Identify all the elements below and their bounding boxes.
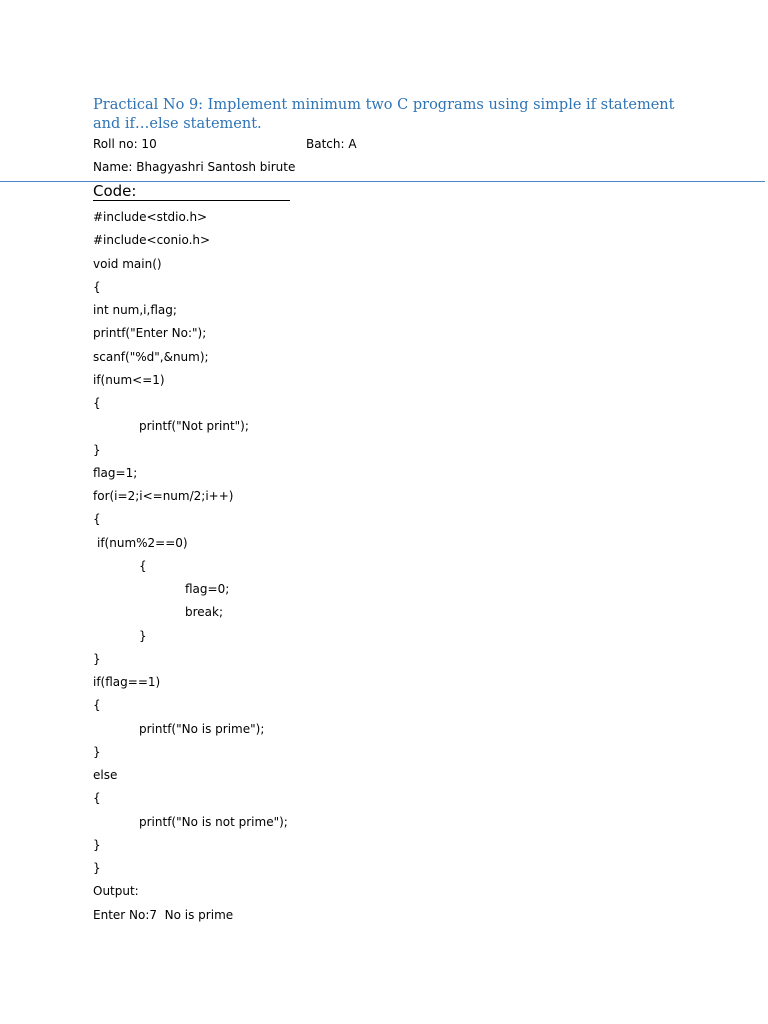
student-name: Name: Bhagyashri Santosh birute xyxy=(93,160,296,174)
code-line: int num,i,flag; xyxy=(93,303,177,317)
code-line: { xyxy=(93,279,101,294)
code-line: Output: xyxy=(93,884,139,899)
code-line: Enter No:7 No is prime xyxy=(93,907,234,922)
code-line: #include<stdio.h> xyxy=(93,210,208,224)
code-line: flag=1; xyxy=(93,465,138,480)
code-listing xyxy=(93,208,693,929)
code-line: } xyxy=(93,837,101,852)
code-line: if(num<=1) xyxy=(93,372,165,387)
code-line: if(flag==1) xyxy=(93,675,161,689)
code-line: } xyxy=(93,442,101,457)
code-line: } xyxy=(93,651,101,666)
code-line: #include<conio.h> xyxy=(93,233,211,248)
code-heading: Code: xyxy=(93,183,290,201)
batch-label: Batch: A xyxy=(306,137,357,151)
code-line: if(num%2==0) xyxy=(97,535,188,550)
code-line: { xyxy=(93,698,101,713)
roll-number: Roll no: 10 xyxy=(93,137,157,151)
code-line: break; xyxy=(185,605,224,620)
code-line: } xyxy=(93,861,101,875)
code-line: void main() xyxy=(93,256,162,271)
code-line: printf("Enter No:"); xyxy=(93,326,207,341)
code-line: { xyxy=(93,512,101,527)
document-title: Practical No 9: Implement minimum two C programs using simple if statement and if…else statement. xyxy=(93,97,675,132)
code-line: flag=0; xyxy=(185,582,230,596)
code-line: } xyxy=(93,744,101,759)
code-line: printf("Not print"); xyxy=(139,419,249,434)
code-line: printf("No is not prime"); xyxy=(139,814,288,829)
code-line: { xyxy=(139,558,147,573)
code-line: scanf("%d",&num); xyxy=(93,349,209,364)
code-line: for(i=2;i<=num/2;i++) xyxy=(93,489,234,503)
code-line: else xyxy=(93,768,118,782)
code-line: { xyxy=(93,396,101,410)
code-line: printf("No is prime"); xyxy=(139,721,265,736)
code-line: { xyxy=(93,791,101,806)
code-line: } xyxy=(139,628,147,643)
